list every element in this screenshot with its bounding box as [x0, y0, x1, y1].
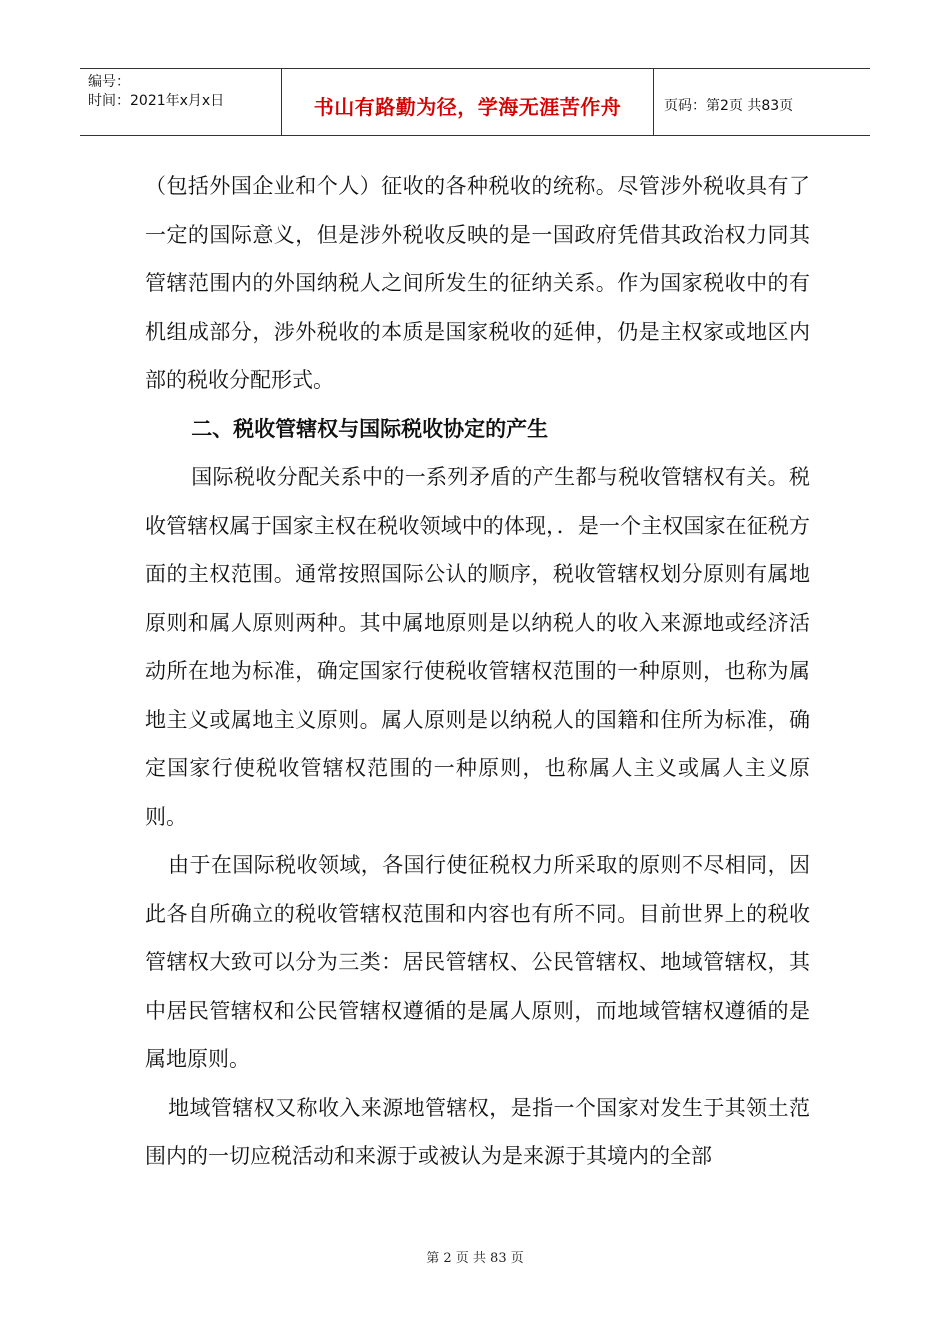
page-footer: 第 2 页 共 83 页: [426, 1251, 524, 1266]
header-meta: [80, 69, 282, 135]
paragraph-3: 由于在国际税收领域，各国行使征税权力所采取的原则不尽相同，因此各自所确立的税收管辖权范围和内容也有所不同。目前世界上的税收管辖权大致可以分为三类：居民管辖权、公民管辖权、地域管辖权，其中居民管辖权和公民管辖权遵循的是属人原则，而地域管辖权遵循的是属地原则。: [145, 853, 810, 1071]
paragraph-2: 国际税收分配关系中的一系列矛盾的产生都与税收管辖权有关。税收管辖权属于国家主权在税收领域中的体现，．是一个主权国家在征税方面的主权范围。通常按照国际公认的顺序，税收管辖权划分原则有属地原则和属人原则两种。其中属地原则是以纳税人的收入来源地或经济活动所在地为标准，确定国家行使税收管辖权范围的一种原则，也称为属地主义或属地主义原则。属人原则是以纳税人的国籍和住所为标准，确定国家行使税收管辖权范围的一种原则，也称属人主义或属人主义原则。: [145, 465, 810, 829]
section-heading: 二、税收管辖权与国际税收协定的产生: [191, 416, 549, 441]
header-motto: 书山有路勤为径，学海无涯苦作舟: [282, 69, 654, 135]
document-header: [80, 68, 870, 136]
paragraph-4: 地域管辖权又称收入来源地管辖权，是指一个国家对发生于其领土范围内的一切应税活动和来源于或被认为是来源于其境内的全部: [145, 1095, 810, 1168]
document-number-label: 编号：: [88, 74, 130, 90]
paragraph-1: （包括外国企业和个人）征收的各种税收的统称。尽管涉外税收具有了一定的国际意义，但是涉外税收反映的是一国政府凭借其政治权力同其管辖范围内的外国纳税人之间所发生的征纳关系。作为国家税收中的有机组成部分，涉外税收的本质是国家税收的延伸，仍是主权家或地区内部的税收分配形式。: [145, 174, 810, 392]
document-date: 时间：2021年x月x日: [88, 93, 225, 109]
header-page-info: 页码：第2页 共83页: [664, 98, 794, 114]
document-body: [145, 162, 810, 1181]
